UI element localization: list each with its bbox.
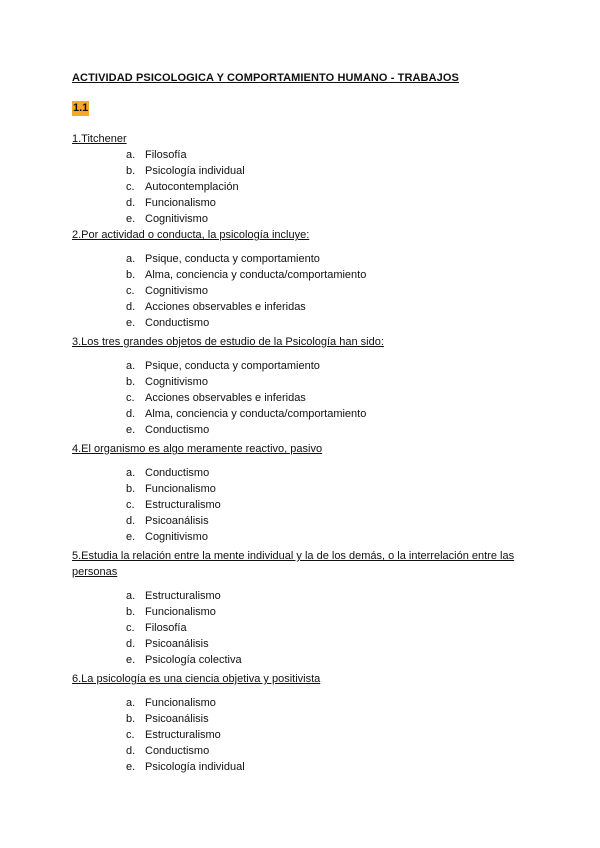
option-text: Funcionalismo (145, 697, 216, 709)
option-letter: d. (126, 515, 136, 528)
option-2-d (0, 299, 600, 315)
option-text: Funcionalismo (145, 483, 216, 496)
option-text: Estructuralismo (145, 590, 221, 602)
question-1: 1.Titchener (72, 133, 127, 145)
option-1-c (0, 179, 600, 195)
option-text: Estructuralismo (145, 729, 221, 742)
option-3-d (0, 406, 600, 422)
option-text: Cognitivismo (145, 531, 208, 544)
option-letter: b. (126, 269, 136, 282)
option-letter: a. (126, 253, 136, 265)
option-letter: c. (126, 285, 135, 298)
option-letter: d. (126, 745, 136, 758)
option-1-b (0, 163, 600, 179)
document-title: ACTIVIDAD PSICOLOGICA Y COMPORTAMIENTO HUMANO - TRABAJOS (72, 72, 459, 84)
option-6-c (0, 727, 600, 743)
option-text: Funcionalismo (145, 606, 216, 619)
option-text: Acciones observables e inferidas (145, 392, 306, 405)
option-2-e (0, 315, 600, 331)
option-letter: a. (126, 360, 136, 372)
option-letter: a. (126, 149, 136, 161)
option-3-b (0, 374, 600, 390)
option-6-d (0, 743, 600, 759)
option-letter: e. (126, 531, 136, 544)
question-5: 5.Estudia la relación entre la mente individual y la de los demás, o la interrelación entre las personas (72, 550, 515, 578)
option-letter: c. (126, 392, 135, 405)
option-text: Estructuralismo (145, 499, 221, 512)
option-letter: c. (126, 622, 135, 635)
option-1-d (0, 195, 600, 211)
question-2: 2.Por actividad o conducta, la psicología incluye: (72, 229, 310, 241)
option-text: Cognitivismo (145, 285, 208, 298)
option-letter: d. (126, 408, 136, 421)
option-text: Psicología individual (145, 761, 245, 774)
option-letter: b. (126, 376, 136, 389)
option-text: Funcionalismo (145, 197, 216, 210)
option-5-d (0, 636, 600, 652)
option-text: Conductismo (145, 317, 210, 330)
option-text: Psicoanálisis (145, 515, 209, 528)
option-text: Acciones observables e inferidas (145, 301, 306, 314)
option-5-c (0, 620, 600, 636)
option-3-c (0, 390, 600, 406)
option-5-b (0, 604, 600, 620)
option-letter: b. (126, 165, 136, 178)
option-letter: b. (126, 606, 136, 619)
option-letter: e. (126, 317, 136, 330)
option-letter: d. (126, 301, 136, 314)
option-4-e (0, 529, 600, 545)
option-6-e (0, 759, 600, 775)
option-letter: c. (126, 181, 135, 194)
option-2-a (0, 251, 600, 267)
option-text: Psique, conducta y comportamiento (145, 360, 320, 372)
option-text: Alma, conciencia y conducta/comportamiento (145, 408, 367, 421)
option-letter: d. (126, 197, 136, 210)
option-text: Alma, conciencia y conducta/comportamiento (145, 269, 367, 282)
option-letter: e. (126, 213, 136, 226)
option-text: Psicología colectiva (145, 654, 242, 667)
option-text: Cognitivismo (145, 376, 208, 389)
option-text: Filosofía (145, 149, 187, 161)
option-2-b (0, 267, 600, 283)
option-4-d (0, 513, 600, 529)
option-letter: e. (126, 761, 136, 774)
question-3: 3.Los tres grandes objetos de estudio de la Psicología han sido: (72, 336, 384, 348)
option-letter: b. (126, 483, 136, 496)
option-3-a (0, 358, 600, 374)
question-4: 4.El organismo es algo meramente reactivo, pasivo (72, 443, 323, 455)
option-text: Conductismo (145, 467, 210, 479)
option-4-b (0, 481, 600, 497)
option-text: Psicoanálisis (145, 713, 209, 726)
option-5-a (0, 588, 600, 604)
option-6-a (0, 695, 600, 711)
option-5-e (0, 652, 600, 668)
option-6-b (0, 711, 600, 727)
option-text: Conductismo (145, 424, 210, 437)
option-text: Psique, conducta y comportamiento (145, 253, 320, 265)
option-letter: a. (126, 590, 136, 602)
option-letter: d. (126, 638, 136, 651)
option-text: Psicología individual (145, 165, 245, 178)
question-6: 6.La psicología es una ciencia objetiva y positivista (72, 673, 321, 685)
option-letter: b. (126, 713, 136, 726)
option-letter: a. (126, 467, 136, 479)
option-letter: e. (126, 424, 136, 437)
option-1-a (0, 147, 600, 163)
option-text: Filosofía (145, 622, 187, 635)
option-text: Cognitivismo (145, 213, 208, 226)
option-4-c (0, 497, 600, 513)
option-1-e (0, 211, 600, 227)
option-text: Conductismo (145, 745, 210, 758)
option-text: Autocontemplación (145, 181, 239, 194)
option-letter: e. (126, 654, 136, 667)
option-text: Psicoanálisis (145, 638, 209, 651)
option-3-e (0, 422, 600, 438)
option-letter: a. (126, 697, 136, 709)
option-letter: c. (126, 499, 135, 512)
option-2-c (0, 283, 600, 299)
option-4-a (0, 465, 600, 481)
section-number: 1.1 (73, 102, 89, 114)
option-letter: c. (126, 729, 135, 742)
